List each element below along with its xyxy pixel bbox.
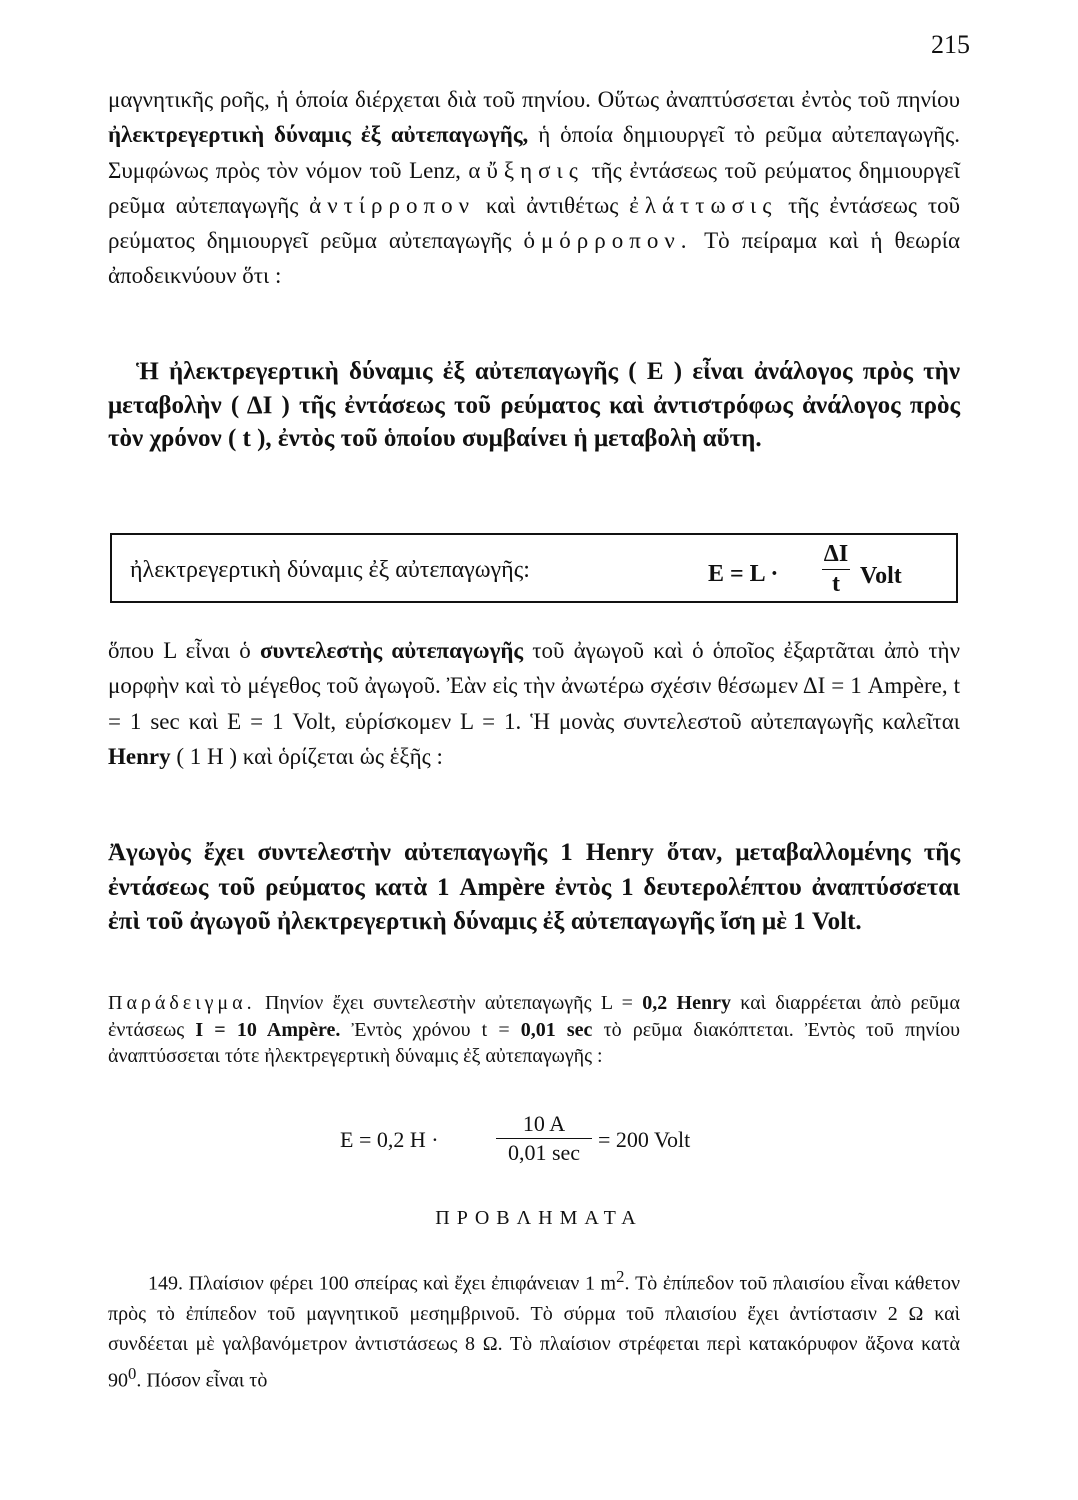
example-formula-denominator: 0,01 sec (507, 1140, 581, 1165)
explanation-bold-henry: Henry (108, 743, 171, 769)
explanation-text-1: ὅπου L εἶναι ὁ (108, 638, 260, 663)
example-formula-fraction (494, 1110, 594, 1167)
formula-lhs: Ε = L · (708, 561, 779, 587)
example-formula-numerator: 10 A (522, 1111, 566, 1136)
intro-spaced-same-direction: ὁμόρροπον. (523, 228, 693, 254)
intro-text-6: Τὸ πείραμα καὶ ἡ θεωρία ἀποδεικνύουν ὅτι : (108, 228, 960, 289)
example-text-1: Πηνίον ἔχει συντελεστὴν αὐτεπαγωγῆς L = (255, 992, 643, 1014)
intro-text-2: ἡ ὁποία δημιουργεῖ τὸ ρεῦμα αὐτεπαγωγῆς. Συμφώνως πρὸς τὸν νόμον τοῦ Lenz, (108, 122, 961, 183)
problem-text-3: . Πόσον εἶναι τὸ (136, 1369, 268, 1392)
formula-denominator: t (832, 571, 840, 597)
explanation-bold-coefficient: συντελεστὴς αὐτεπαγωγῆς (260, 638, 524, 663)
problem-superscript-1: 2 (616, 1267, 625, 1286)
example-paragraph (108, 990, 960, 1070)
problem-text-2: . Τὸ ἐπίπεδον τοῦ πλαισίου εἶναι κάθετον πρὸς τὸ ἐπίπεδον τοῦ μαγνητικοῦ μεσημβρινοῦ. Τὸ σύρμα τοῦ πλαισίου ἔχει ἀντίστασιν 2 Ω καὶ συνδέεται μὲ γαλβανόμετρον ἀντιστάσεως 8 Ω. Τὸ πλαίσιον στρέφεται περὶ κατακόρυφον ἄξονα κατὰ 90 (108, 1272, 960, 1392)
problem-text-1: 149. Πλαίσιον φέρει 100 σπείρας καὶ ἔχει ἐπιφάνειαν 1 m (148, 1272, 617, 1295)
explanation-text-3: ( 1 H ) καὶ ὁρίζεται ὡς ἑξῆς : (170, 743, 443, 769)
intro-bold-emf: ἠλεκτρεγερτικὴ δύναμις ἐξ αὐτεπαγωγῆς, (108, 122, 529, 148)
intro-spaced-increase: αὔξησις (468, 157, 584, 183)
example-formula-rhs: = 200 Volt (598, 1127, 691, 1152)
example-text-3: Ἐντὸς χρόνου t = (340, 1018, 521, 1041)
example-formula (340, 1110, 740, 1172)
example-formula-lhs: Ε = 0,2 H · (340, 1127, 439, 1152)
intro-text-1: μαγνητικῆς ροῆς, ἡ ὁποία διέρχεται διὰ τοῦ πηνίου. Οὕτως ἀναπτύσσεται ἐντὸς τοῦ πηνίου (108, 87, 960, 112)
formula-numerator: ΔΙ (823, 541, 849, 567)
explanation-paragraph (108, 633, 960, 774)
intro-text-5: τῆς ἐντάσεως τοῦ ρεύματος δημιουργεῖ ρεῦμα αὐτεπαγωγῆς (108, 192, 960, 254)
formula-box-label: ἠλεκτρεγερτικὴ δύναμις ἐξ αὐτεπαγωγῆς: (130, 557, 530, 583)
intro-text-3: τῆς ἐντάσεως τοῦ ρεύματος δημιουργεῖ ρεῦμα αὐτεπαγωγῆς (108, 157, 960, 218)
section-title-problems: ΠΡΟΒΛΗΜΑΤΑ (435, 1207, 643, 1229)
example-bold-current: I = 10 Ampère. (195, 1018, 341, 1041)
formula-box (110, 533, 958, 603)
example-text-4: τὸ ρεῦμα διακόπτεται. Ἐντὸς τοῦ πηνίου ἀναπτύσσεται τότε ἠλεκτρεγερτικὴ δύναμις ἐξ αὐτεπαγωγῆς : (108, 1018, 960, 1067)
law-text: Ἡ ἠλεκτρεγερτικὴ δύναμις ἐξ αὐτεπαγωγῆς ( Ε ) εἶναι ἀνάλογος πρὸς τὴν μεταβολὴν ( ΔΙ ) τῆς ἐντάσεως τοῦ ρεύματος καὶ ἀντιστρόφως ἀνάλογος πρὸς τὸν χρόνον ( t ), ἐντὸς τοῦ ὁποίου συμβαίνει ἡ μεταβολὴ αὕτη. (108, 358, 960, 452)
henry-definition: Ἀγωγὸς ἔχει συντελεστὴν αὐτεπαγωγῆς 1 Henry ὅταν, μεταβαλλομένης τῆς ἐντάσεως τοῦ ρεύματος κατὰ 1 Ampère ἐντὸς 1 δευτερολέπτου ἀναπτύσσεται ἐπὶ τοῦ ἀγωγοῦ ἠλεκτρεγερτικὴ δύναμις ἐξ αὐτεπαγωγῆς ἴση μὲ 1 Volt. (108, 839, 960, 936)
intro-spaced-decrease: ἐλάττωσις (629, 192, 778, 218)
example-bold-time: 0,01 sec (520, 1018, 593, 1041)
intro-text-4: καὶ ἀντιθέτως (475, 192, 630, 218)
law-statement (108, 355, 960, 456)
problem-superscript-2: 0 (128, 1363, 137, 1383)
intro-paragraph (108, 82, 960, 294)
example-label: Παράδειγμα. (108, 992, 256, 1014)
formula-fraction (816, 539, 856, 598)
explanation-text-2: τοῦ ἀγωγοῦ καὶ ὁ ὁποῖος ἐξαρτᾶται ἀπὸ τὴν μορφὴν καὶ τὸ μέγεθος τοῦ ἀγωγοῦ. Ἐὰν εἰς τὴν ἀνωτέρω σχέσιν θέσωμεν ΔΙ = 1 Ampère, t = 1 sec καὶ Ε = 1 Volt, εὑρίσκομεν L = 1. Ἡ μονὰς συντελεστοῦ αὐτεπαγωγῆς καλεῖται (108, 638, 960, 734)
example-bold-inductance: 0,2 Henry (642, 992, 731, 1014)
formula-unit: Volt (860, 563, 902, 589)
page-number: 215 (931, 30, 970, 59)
example-text-2: καὶ διαρρέεται ἀπὸ ρεῦμα ἐντάσεως (108, 992, 960, 1041)
problem-149 (108, 1262, 960, 1395)
intro-spaced-opposite: ἀντίρροπον (309, 192, 476, 218)
self-induction-formula (708, 539, 958, 601)
